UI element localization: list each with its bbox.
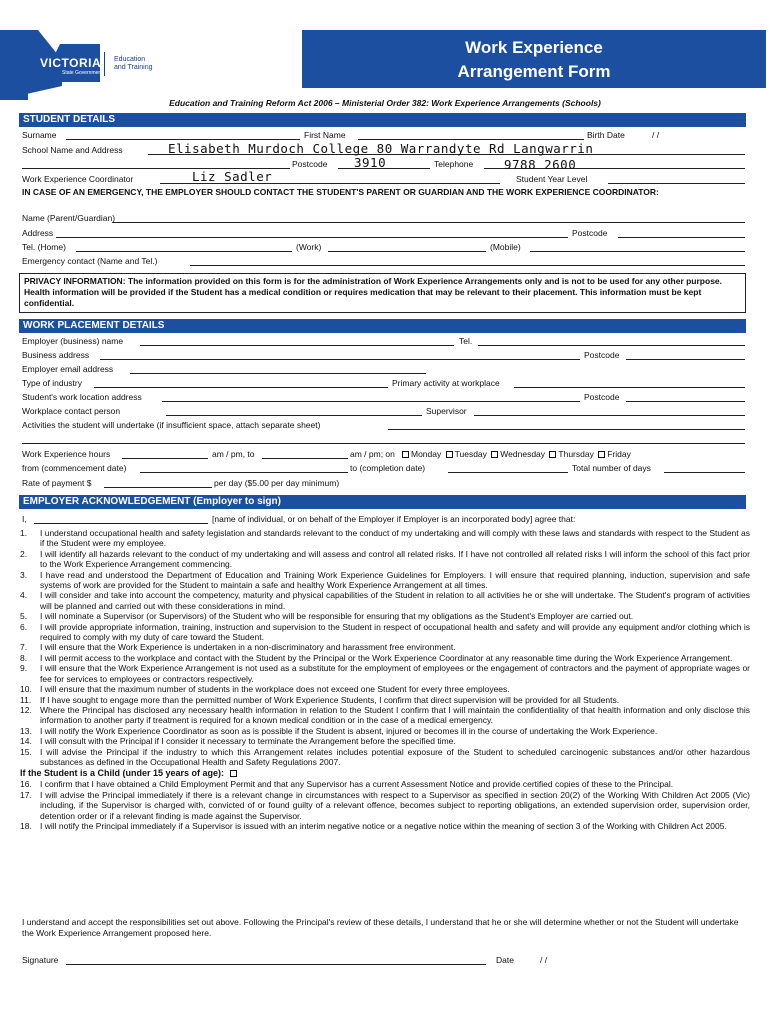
closing-statement: I understand and accept the responsibilities set out above. Following the Principal's review of these details, I understand that he or she will determine whether or not the Student will undertake the Work Experience Arrangement proposed here. [22,917,739,938]
ack-item [20,695,750,705]
address-postcode-field[interactable] [618,237,745,238]
ack-item-number: 18. [20,820,32,831]
child-condition-row [20,768,750,779]
ack-item-text: I will ensure that the Work Experience Arrangement is not used as a substitute for the employment of employees or the engagement of contractors and the payment of appropriate wages or fee for services to employees or contractors respectively. [40,663,750,684]
ack-item-number: 1. [20,528,28,538]
emergency-note: IN CASE OF AN EMERGENCY, THE EMPLOYER SHOULD CONTACT THE STUDENT'S PARENT OR GUARDIAN AND THE WORK EXPERIENCE COORDINATOR: [22,187,659,197]
wednesday-checkbox[interactable] [491,451,498,458]
ack-item [20,790,750,821]
ack-item-text: I understand occupational health and safety legislation and standards relevant to the conduct of my undertaking and will comply with these laws and standards with respect to the Student as if the Student were my employee. [40,528,750,549]
date-label: Date [496,955,514,965]
tel-home-field[interactable] [76,251,292,252]
ack-item-text: I confirm that I have obtained a Child Employment Permit and that any Supervisor has a current Assessment Notice and provide certified copies of these to the Principal. [40,779,674,790]
logo-state-text: State Government [62,70,103,76]
monday-label: Monday [411,449,442,459]
ack-item [20,726,750,736]
ack-item [20,611,750,621]
privacy-notice: PRIVACY INFORMATION: The information provided on this form is for the administration of Work Experience Arrangements only and is not to be used for any other purpose. Health information will be provided if the Student has a medical condition or requires medication that may be relevant to their placement. This information must be kept confidential. [19,273,746,313]
business-address-label: Business address [22,350,90,360]
ack-item-number: 2. [20,548,28,559]
ack-item-text: I will advise the Principal immediately if there is a relevant change in circumstances with respect to a Supervisor as specified in section 20(2) of the Working With Children Act 2005 (Vic) including, if the Supervisor is charged with, convicted of or found guilty of a relevant offence, becomes subject to reporting obligations, an extended supervision order, supervision order, detention order or if a relevant finding is made against the Supervisor. [40,789,750,821]
surname-field[interactable] [66,139,300,140]
tel-mobile-field[interactable] [530,251,745,252]
form-title-line1: Work Experience [465,38,603,57]
coordinator-value: Liz Sadler [192,169,273,184]
tel-home-label: Tel. (Home) [22,242,66,252]
logo-wordmark: VICTORIA [40,56,102,70]
ack-item-text: I will consider and take into account the competency, maturity and physical capabilities of the Student in relation to all activities he or she will undertake. The Student's program of activities will be planned and carried out with these considerations in mind. [40,590,750,611]
ack-item-number: 13. [20,725,32,736]
coordinator-label: Work Experience Coordinator [22,174,134,184]
hours-on-label: am / pm; on [350,449,395,459]
business-address-field[interactable] [100,359,580,360]
ack-item-text: If I have sought to engage more than the permitted number of Work Experience Students, I confirm that direct supervision will be provided for all Students. [40,694,620,705]
ack-item-number: 9. [20,663,28,674]
address-label: Address [22,228,54,238]
parent-label: Name (Parent/Guardian) [22,213,116,223]
business-postcode-label: Postcode [584,350,620,360]
employer-tel-label: Tel. [459,336,473,346]
contact-person-field[interactable] [166,415,422,416]
birth-date-label: Birth Date [587,130,625,140]
postcode-label: Postcode [292,159,328,169]
ack-item-text: I will notify the Work Experience Coordinator as soon as is possible if the Student is absent, injured or becomes ill in the course of undertaking the Work Experience. [40,725,658,736]
location-postcode-label: Postcode [584,392,620,402]
ack-item-text: I will ensure that the Work Experience is undertaken in a non-discriminatory and harassment free environment. [40,642,456,653]
total-days-field[interactable] [664,472,745,473]
employer-i-suffix: [name of individual, or on behalf of the Employer if Employer is an incorporated body] agree that: [212,514,576,524]
ack-item [20,705,750,726]
logo-dept-line1: Education [114,56,146,63]
ack-item-number: 16. [20,779,32,790]
ack-item [20,622,750,643]
tel-work-field[interactable] [328,251,486,252]
ack-item-number: 14. [20,736,32,747]
emergency-contact-label: Emergency contact (Name and Tel.) [22,256,158,266]
first-name-label: First Name [304,130,346,140]
ack-item-text: I will consult with the Principal if I consider it necessary to terminate the Arrangement before the specified time. [40,736,456,747]
child-condition-label: If the Student is a Child (under 15 years of age): [20,768,225,779]
primary-activity-field[interactable] [514,387,745,388]
ack-item [20,528,750,549]
employer-email-field[interactable] [130,373,426,374]
telephone-value: 9788 2600 [504,157,577,172]
hours-to-field[interactable] [262,458,348,459]
completion-field[interactable] [448,472,568,473]
work-location-field[interactable] [162,401,580,402]
ack-item-number: 10. [20,684,32,695]
ack-item-number: 4. [20,590,28,601]
supervisor-label: Supervisor [426,406,467,416]
birth-date-field[interactable]: / / [652,130,660,140]
ack-item-text: I have read and understood the Department of Education and Training Work Experience Guidelines for Employers. I will ensure that required planning, induction, supervision and safe systems of work are provided for the Student to maintain a safe and healthy Work Experience Arrangement at all times. [40,569,750,591]
wednesday-label: Wednesday [500,449,546,459]
tuesday-label: Tuesday [454,449,487,459]
employer-name-field[interactable] [140,345,454,346]
total-days-label: Total number of days [572,463,651,473]
ack-item [20,663,750,684]
school-value: Elisabeth Murdoch College 80 Warrandyte Rd Langwarrin [168,141,594,156]
ack-item-text: I will advise the Principal if the industry to which this Arrangement relates includes potential exposure of the Student to scheduled carcinogenic substances and/or other hazardous substances as defined in the Occupational Health and Safety Regulations 2007. [40,746,750,767]
form-title [302,30,766,88]
ack-item-text: I will nominate a Supervisor (or Supervisors) of the Student who will be responsible for ensuring that my obligations as the Student's Employer are carried out. [40,611,634,622]
ack-item [20,653,750,663]
rate-label: Rate of payment $ [22,478,92,488]
telephone-label: Telephone [434,159,474,169]
friday-checkbox[interactable] [598,451,605,458]
ack-item [20,736,750,746]
address-field[interactable] [56,237,568,238]
ack-item-text: I will ensure that the maximum number of students in the workplace does not exceed one Student for every three employees. [40,684,510,695]
ack-item-number: 12. [20,704,32,715]
ack-item-number: 7. [20,642,28,653]
ack-item [20,747,750,768]
ack-item-number: 5. [20,611,28,622]
signature-label: Signature [22,955,59,965]
school-label: School Name and Address [22,145,123,155]
days-checkbox-group [400,449,631,459]
rate-field[interactable] [104,487,212,488]
activities-label: Activities the student will undertake (if insufficient space, attach separate sheet) [22,420,321,430]
hours-to-label: am / pm, to [212,449,255,459]
year-level-label: Student Year Level [516,174,588,184]
commencement-label: from (commencement date) [22,463,127,473]
ack-item-text: Where the Principal has disclosed any necessary health information in relation to the Student I confirm that I will maintain the confidentiality of that health information and only disclose this information to another party if treatment is required for a known medical condition or in the case of a medical emergency. [40,704,750,726]
ack-item [20,570,750,591]
employer-ack-heading: EMPLOYER ACKNOWLEDGEMENT (Employer to sign) [19,495,746,509]
industry-label: Type of industry [22,378,83,388]
per-day-label: per day ($5.00 per day minimum) [214,478,340,488]
signature-field[interactable] [66,964,486,965]
student-details-heading: STUDENT DETAILS [19,113,746,127]
form-title-line2: Arrangement Form [457,62,611,81]
date-field[interactable]: / / [540,955,548,965]
hours-label: Work Experience hours [22,449,111,459]
logo-divider [104,52,105,76]
commencement-field[interactable] [140,472,348,473]
surname-label: Surname [22,130,57,140]
work-placement-heading: WORK PLACEMENT DETAILS [19,319,746,333]
contact-person-label: Workplace contact person [22,406,121,416]
completion-label: to (completion date) [350,463,426,473]
logo-dept-line2: and Training [114,64,153,71]
ack-item [20,779,750,789]
location-postcode-field[interactable] [626,401,745,402]
ack-item-number: 15. [20,746,32,757]
ack-item-number: 11. [20,694,32,705]
ack-item-number: 17. [20,789,32,800]
acknowledgement-list [20,528,750,831]
supervisor-field[interactable] [474,415,745,416]
ack-item-text: I will permit access to the workplace and contact with the Student by the Principal or the Work Experience Coordinator at any reasonable time during the Work Experience Arrangement. [40,652,733,663]
thursday-checkbox[interactable] [549,451,556,458]
employer-name-label: Employer (business) name [22,336,124,346]
activities-field[interactable] [388,429,745,430]
employer-name-ack-field[interactable] [34,523,208,524]
act-reference: Education and Training Reform Act 2006 – Ministerial Order 382: Work Experience Arrangements (Schools) [169,98,601,108]
business-postcode-field[interactable] [626,359,745,360]
address-postcode-label: Postcode [572,228,608,238]
ack-item-text: I will provide appropriate information, training, instruction and supervision to the Student in respect of occupational health and safety and will provide any equipment and/or clothing which is required to comply with my duty of care toward the Student. [40,621,750,643]
tuesday-checkbox[interactable] [446,451,453,458]
first-name-field[interactable] [358,139,584,140]
postcode-value: 3910 [354,155,387,170]
thursday-label: Thursday [558,449,594,459]
ack-item-text: I will notify the Principal immediately if a Supervisor is issued with an interim negative notice or a negative notice within the meaning of section 3 of the Working with Children Act 2005. [40,820,727,831]
industry-field[interactable] [94,387,388,388]
ack-item [20,590,750,611]
child-checkbox[interactable] [230,770,237,777]
tel-work-label: (Work) [296,242,322,252]
ack-item-text: I will identify all hazards relevant to the conduct of my undertaking and will assess and control all related risks. If I have not controlled all related risks I will inform the school of this fact prior to the Work Experience Arrangement commencing. [40,548,750,570]
ack-item-number: 3. [20,569,28,580]
logo-department [114,56,153,72]
monday-checkbox[interactable] [402,451,409,458]
form-header [0,0,770,100]
year-level-field[interactable] [608,183,745,184]
friday-label: Friday [607,449,631,459]
ack-item [20,549,750,570]
ack-item [20,821,750,831]
primary-activity-label: Primary activity at workplace [392,378,500,388]
activities-field-line2[interactable] [22,443,745,444]
tel-mobile-label: (Mobile) [490,242,521,252]
employer-tel-field[interactable] [478,345,745,346]
ack-item [20,684,750,694]
employer-email-label: Employer email address [22,364,114,374]
work-location-label: Student's work location address [22,392,142,402]
parent-field[interactable] [112,222,745,223]
hours-from-field[interactable] [122,458,208,459]
ack-item-number: 6. [20,621,28,632]
ack-item [20,642,750,652]
emergency-contact-field[interactable] [190,265,745,266]
ack-item-number: 8. [20,652,28,663]
employer-i-label: I, [22,514,27,524]
